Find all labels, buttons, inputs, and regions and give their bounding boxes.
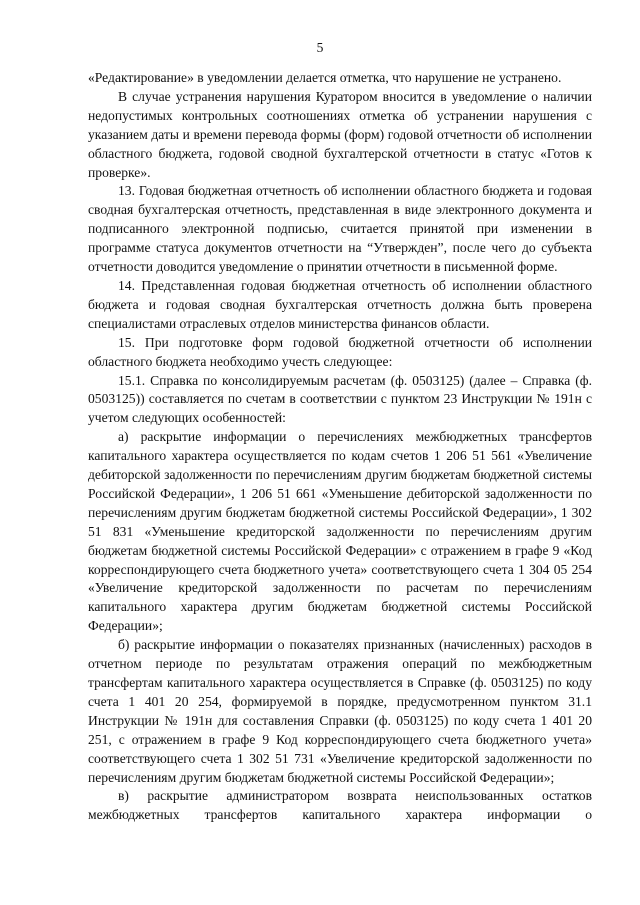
paragraph-continuation: «Редактирование» в уведомлении делается отметка, что нарушение не устранено. [88,70,562,85]
paragraph-13: 13. Годовая бюджетная отчетность об исполнении областного бюджета и годовая сводная бухгалтерская отчетность, представленная в виде электронного документа и подписанного электронной подписью, считается принятой при изменении в программе статуса документов отчетности на “Утвержден”, после чего до субъекта отчетности доводится уведомление о принятии отчетности в письменной форме. [88,183,592,275]
document-body [88,69,592,825]
paragraph-15-1-b: б) раскрытие информации о показателях признанных (начисленных) расходов в отчетном периоде по результатам отражения операций по межбюджетным трансфертам капитального характера осуществляется в Справке (ф. 0503125) по коду счета 1 401 20 254, формируемой в порядке, предусмотренном пунктом 31.1 Инструкции № 191н для составления Справки (ф. 0503125) по коду счета 1 401 20 251, с отражением в графе 9 Код корреспондирующего счета бюджетного учета» соответствующего счета 1 302 51 731 «Увеличение кредиторской задолженности по перечислениям другим бюджетам бюджетной системы Российской Федерации»; [88,637,592,785]
paragraph-14: 14. Представленная годовая бюджетная отчетность об исполнении областного бюджета и годовая сводная бухгалтерская отчетность должна быть проверена специалистами отраслевых отделов министерства финансов области. [88,277,592,331]
paragraph-15-1-v: в) раскрытие администратором возврата неиспользованных остатков межбюджетных трансфертов капитального характера информации о [88,788,592,823]
paragraph-15-1: 15.1. Справка по консолидируемым расчетам (ф. 0503125) (далее – Справка (ф. 0503125)) составляется по счетам в соответствии с пунктом 23 Инструкции № 191н с учетом следующих особенностей: [88,372,592,426]
paragraph-15: 15. При подготовке форм годовой бюджетной отчетности об исполнении областного бюджета необходимо учесть следующее: [88,334,592,369]
page-number: 5 [316,40,324,55]
paragraph-15-1-a: а) раскрытие информации о перечислениях межбюджетных трансфертов капитального характера осуществляется по кодам счетов 1 206 51 561 «Увеличение дебиторской задолженности по перечислениям другим бюджетам бюджетной системы Российской Федерации», 1 206 51 661 «Уменьшение дебиторской задолженности по перечислениям другим бюджетам бюджетной системы Российской Федерации», 1 302 51 831 «Уменьшение кредиторской задолженности по перечислениям другим бюджетам бюджетной системы Российской Федерации» с отражением в графе 9 «Код корреспондирующего счета бюджетного учета» соответствующего счета 1 304 05 254 «Увеличение кредиторской задолженности по расчетам по перечислениям капитального характера другим бюджетам бюджетной системы Российской Федерации»; [88,429,592,634]
paragraph-violation-fix: В случае устранения нарушения Куратором вносится в уведомление о наличии недопустимых контрольных соотношениях отметка об устранении нарушения с указанием даты и времени перевода формы (форм) годовой отчетности об исполнении областного бюджета, годовой сводной бухгалтерской отчетности в статус «Готов к проверке». [88,88,592,180]
